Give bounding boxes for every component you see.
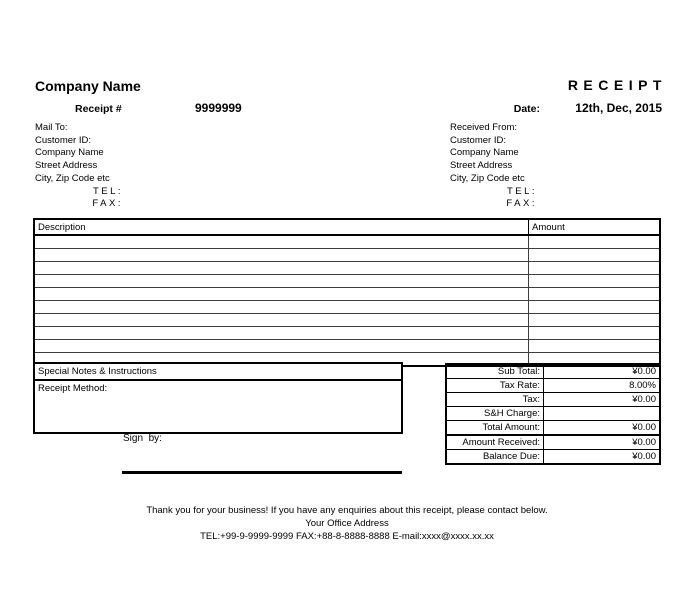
mail-to-city-zip: City, Zip Code etc [35,172,110,184]
item-description-cell [34,288,529,301]
sh-charge-label: S&H Charge: [446,407,544,421]
item-row [34,340,660,353]
received-from-customer-id: Customer ID: [450,134,506,146]
item-description-cell [34,262,529,275]
signature-line [122,471,402,474]
subtotal-value: ¥0.00 [544,364,661,379]
receipt-number-value: 9999999 [195,101,242,115]
item-description-cell [34,327,529,340]
tax-rate-row [446,379,660,393]
subtotal-row [446,364,660,379]
footer-contact-line: TEL:+99-9-9999-9999 FAX:+88-8-8888-8888 E-mail:xxxx@xxxx.xx.xx [200,531,494,543]
item-description-cell [34,249,529,262]
mail-to-street-address: Street Address [35,160,98,172]
item-description-cell [34,235,529,249]
total-amount-label: Total Amount: [446,421,544,436]
footer-office-address-line: Your Office Address [305,518,389,530]
mail-to-tel-label: TEL: [92,185,123,197]
received-from-city-zip: City, Zip Code etc [450,172,525,184]
item-amount-cell [529,314,661,327]
footer [33,504,661,544]
tax-label: Tax: [446,393,544,407]
received-from-tel-label: TEL: [506,185,537,197]
items-header-row [34,219,660,235]
item-amount-cell [529,327,661,340]
date-label: Date: [513,103,540,115]
mail-to-block [35,122,123,211]
item-amount-cell [529,340,661,353]
balance-due-row [446,450,660,465]
company-name: Company Name [35,78,141,94]
sh-charge-value [544,407,661,421]
footer-thank-you-line: Thank you for your business! If you have any enquiries about this receipt, please contact below. [146,505,548,516]
item-amount-cell [529,275,661,288]
amount-received-label: Amount Received: [446,435,544,450]
received-from-block [450,122,537,211]
mail-to-company-name: Company Name [35,147,104,159]
receipt-method-area [35,381,401,432]
special-notes-box [33,362,403,434]
sign-by-label: Sign by: [123,433,162,444]
item-row [34,301,660,314]
receipt-title: RECEIPT [567,77,667,93]
items-table [33,218,661,367]
item-row [34,327,660,340]
item-description-cell [34,301,529,314]
balance-due-value: ¥0.00 [544,450,661,465]
item-amount-cell [529,288,661,301]
balance-due-label: Balance Due: [446,450,544,465]
amount-received-value: ¥0.00 [544,435,661,450]
item-row [34,288,660,301]
received-from-fax-label: FAX: [506,198,537,210]
tax-rate-value: 8.00% [544,379,661,393]
received-from-title: Received From: [450,122,518,133]
item-description-cell [34,314,529,327]
mail-to-customer-id: Customer ID: [35,134,91,146]
mail-to-fax-label: FAX: [92,198,123,210]
item-row [34,314,660,327]
description-column-header: Description [34,219,529,235]
special-notes-header: Special Notes & Instructions [35,364,401,381]
item-amount-cell [529,235,661,249]
amount-column-header: Amount [529,219,661,235]
total-amount-value: ¥0.00 [544,421,661,436]
sh-charge-row [446,407,660,421]
item-amount-cell [529,249,661,262]
tax-row [446,393,660,407]
item-row [34,275,660,288]
item-row [34,235,660,249]
mail-to-title: Mail To: [35,122,68,133]
received-from-company-name: Company Name [450,147,519,159]
amount-received-row [446,435,660,450]
totals-table [445,363,661,465]
tax-value: ¥0.00 [544,393,661,407]
tax-rate-label: Tax Rate: [446,379,544,393]
subtotal-label: Sub Total: [446,364,544,379]
date-value: 12th, Dec, 2015 [575,101,662,115]
item-description-cell [34,275,529,288]
item-row [34,262,660,275]
received-from-street-address: Street Address [450,160,513,172]
receipt-number-label: Receipt # [75,103,122,115]
item-amount-cell [529,301,661,314]
total-amount-row [446,421,660,436]
item-description-cell [34,340,529,353]
item-amount-cell [529,262,661,275]
item-row [34,249,660,262]
receipt-method-label: Receipt Method: [38,383,108,394]
